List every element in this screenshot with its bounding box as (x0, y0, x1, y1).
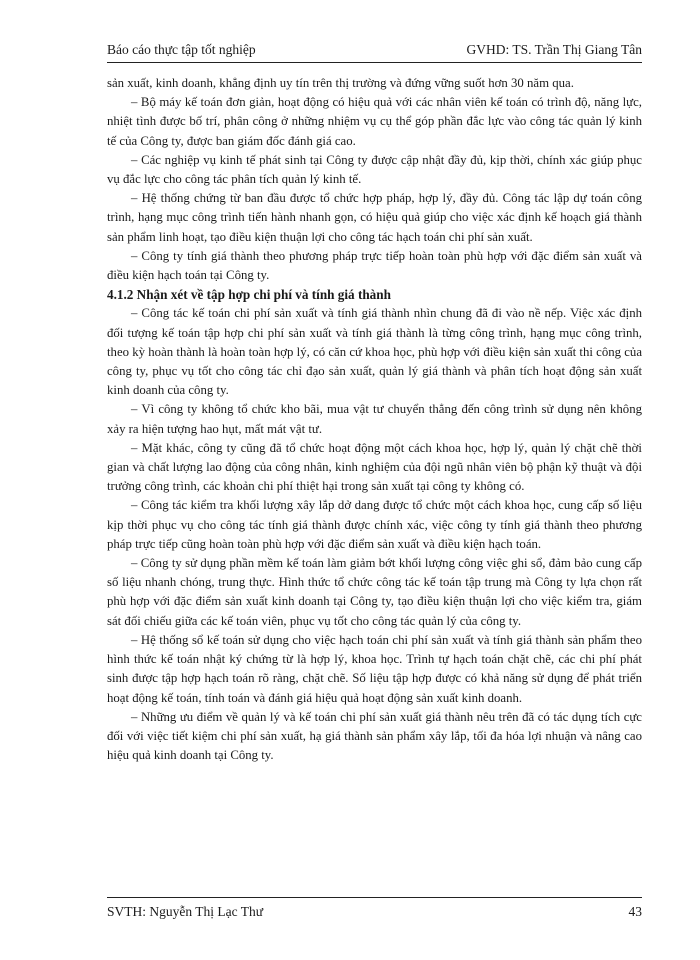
paragraph: – Hệ thống sổ kế toán sử dụng cho việc hạch toán chi phí sản xuất và tính giá thành sản phẩm theo hình thức kế toán nhật ký chứng từ là hợp lý, khoa học. Trình tự hạch toán chặt chẽ, các chi phí phát sinh được tập hợp hạch toán rõ ràng, chặt chẽ. Số liệu tập hợp được có khả năng sử dụng để phát triển hoạt động kế toán, tính toán và đánh giá hiệu quả hoạt động sản xuất kinh doanh. (107, 632, 642, 705)
paragraph: sản xuất, kinh doanh, khẳng định uy tín trên thị trường và đứng vững suốt hơn 30 năm qua. (107, 76, 574, 90)
paragraph: – Công tác kiểm tra khối lượng xây lắp dở dang được tổ chức một cách khoa học, cung cấp số liệu kịp thời phục vụ cho công tác tính giá thành được chính xác, việc công ty tính giá thành theo phương pháp trực tiếp cũng hoàn toàn phù hợp với đặc điểm sản xuất và điều kiện hạch toán. (107, 498, 642, 551)
paragraph: – Công tác kế toán chi phí sản xuất và tính giá thành nhìn chung đã đi vào nề nếp. Việc xác định đối tượng kế toán tập hợp chi phí sản xuất và tính giá thành là từng công trình, hạng mục công trình, theo kỳ hoàn thành là hoàn toàn hợp lý, có căn cứ khoa học, phù hợp với điều kiện sản xuất thi công của công ty, phục vụ tốt cho công tác chỉ đạo sản xuất, quản lý giá thành và phân tích hoạt động sản xuất kinh doanh của công ty. (107, 306, 642, 398)
footer-divider (107, 897, 642, 898)
paragraph: – Mặt khác, công ty cũng đã tổ chức hoạt động một cách khoa học, hợp lý, quản lý chặt chẽ thời gian và chất lượng lao động của công nhân, kinh nghiệm của đội ngũ nhân viên bộ phận kỹ thuật và đội trưởng công trình, các khoản chi phí thiệt hại trong sản xuất tại công ty không có. (107, 440, 642, 494)
page-number: 43 (628, 904, 642, 919)
supervisor-name: GVHD: TS. Trần Thị Giang Tân (466, 42, 642, 57)
paragraph: – Công ty tính giá thành theo phương pháp trực tiếp hoàn toàn phù hợp với đặc điểm sản xuất và điều kiện hạch toán tại Công ty. (107, 248, 642, 283)
student-name: SVTH: Nguyễn Thị Lạc Thư (107, 904, 264, 919)
header-divider (107, 62, 642, 63)
page-footer (107, 904, 642, 920)
section-heading: 4.1.2 Nhận xét về tập hợp chi phí và tính giá thành (107, 287, 391, 303)
paragraph: – Công ty sử dụng phần mềm kế toán làm giảm bớt khối lượng công việc ghi sổ, đảm bảo cung cấp số liệu nhanh chóng, trung thực. Hình thức tổ chức công tác kế toán tập trung mà Công ty lựa chọn rất phù hợp với đặc điểm sản xuất kinh doanh tại Công ty, tạo điều kiện thuận lợi cho việc kiểm tra, giám sát đối chiếu giữa các kế toán viên, phục vụ tốt cho công tác quản lý của công ty. (107, 556, 642, 628)
page-header (107, 42, 642, 58)
paragraph: – Vì công ty không tổ chức kho bãi, mua vật tư chuyển thẳng đến công trình sử dụng nên không xảy ra hiện tượng hao hụt, mất mát vật tư. (107, 402, 642, 436)
paragraph: – Bộ máy kế toán đơn giản, hoạt động có hiệu quả với các nhân viên kế toán có trình độ, năng lực, nhiệt tình được bố trí, phân công ở những nhiệm vụ cụ thể góp phần đắc lực vào công tác quản lý kinh tế của Công ty, được ban giám đốc đánh giá cao. (107, 95, 642, 148)
paragraph: – Các nghiệp vụ kinh tế phát sinh tại Công ty được cập nhật đầy đủ, kịp thời, chính xác giúp phục vụ đắc lực cho công tác phân tích quản lý kinh tế. (107, 152, 642, 187)
page-body (107, 74, 642, 765)
paragraph: – Hệ thống chứng từ ban đầu được tổ chức hợp pháp, hợp lý, đầy đủ. Công tác lập dự toán công trình, hạng mục công trình tiến hành nhanh gọn, có hiệu quả giúp cho việc xác định kế hoạch giá thành sản phẩm linh hoạt, tạo điều kiện thuận lợi cho công tác hạch toán chi phí sản xuất. (107, 191, 642, 244)
report-title: Báo cáo thực tập tốt nghiệp (107, 42, 256, 57)
paragraph: – Những ưu điểm về quản lý và kế toán chi phí sản xuất giá thành nêu trên đã có tác dụng tích cực đối với việc tiết kiệm chi phí sản xuất, hạ giá thành sản phẩm xây lắp, tối đa hóa lợi nhuận và nâng cao hiệu quả kinh doanh tại Công ty. (107, 709, 642, 763)
